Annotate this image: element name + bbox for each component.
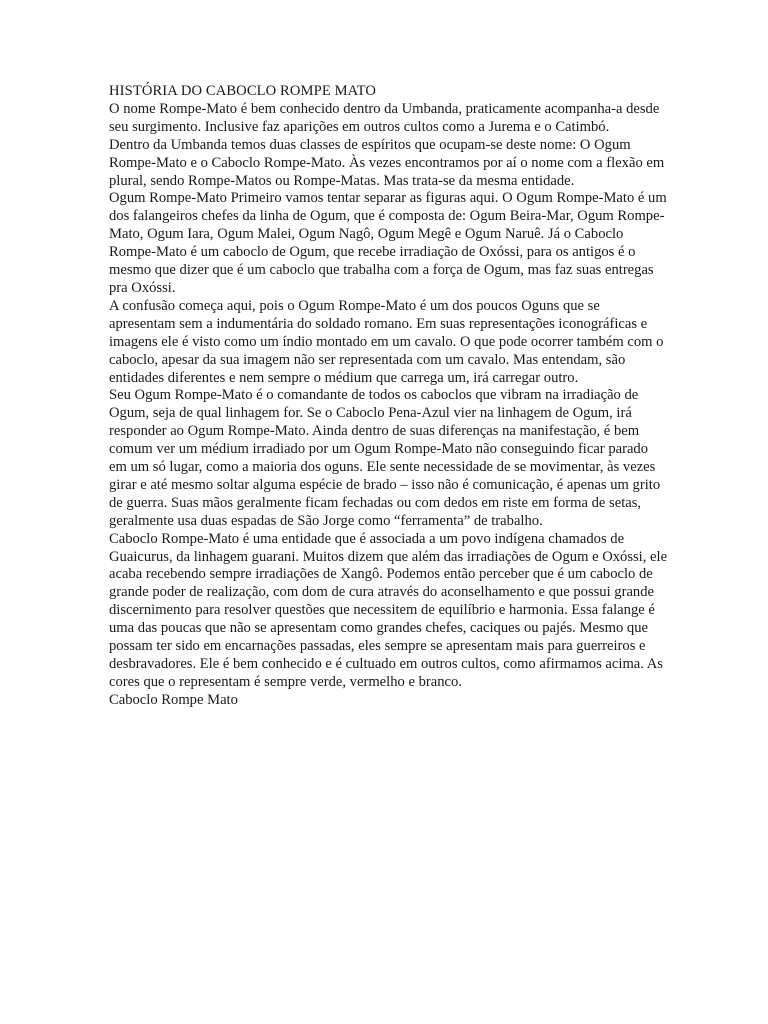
paragraph-commander: Seu Ogum Rompe-Mato é o comandante de todos os caboclos que vibram na irradiação de Ogum, seja de qual linhagem for. Se o Caboclo Pena-Azul vier na linhagem de Ogum, irá responder ao Ogum Rompe-Mato. Ainda dentro de suas diferenças na manifestação, é bem comum ver um médium irradiado por um Ogum Rompe-Mato não conseguindo ficar parado em um só lugar, como a maioria dos oguns. Ele sente necessidade de se movimentar, às vezes girar e até mesmo soltar alguma espécie de brado – isso não é comunicação, é apenas um grito de guerra. Suas mãos geralmente ficam fechadas ou com dedos em riste em forma de setas, geralmente usa duas espadas de São Jorge como “ferramenta” de trabalho. (109, 387, 661, 529)
paragraph-caboclo-rompe-mato: Caboclo Rompe-Mato é uma entidade que é associada a um povo indígena chamados de Guaicurus, da linhagem guarani. Muitos dizem que além das irradiações de Ogum e Oxóssi, ele acaba recebendo sempre irradiações de Xangô. Podemos então perceber que é um caboclo de grande poder de realização, com dom de cura através do aconselhamento e que possui grande discernimento para resolver questões que necessitem de equilíbrio e harmonia. Essa falange é uma das poucas que não se apresentam como grandes chefes, caciques ou pajés. Mesmo que possam ter sido em encarnações passadas, eles sempre se apresentam mais para guerreiros e desbravadores. Ele é bem conhecido e é cultuado em outros cultos, como afirmamos acima. As cores que o representam é sempre verde, vermelho e branco. (109, 530, 668, 690)
paragraph-confusion: A confusão começa aqui, pois o Ogum Rompe-Mato é um dos poucos Oguns que se apresentam sem a indumentária do soldado romano. Em suas representações iconográficas e imagens ele é visto como um índio montado em um cavalo. O que pode ocorrer também com o caboclo, apesar da sua imagem não ser representada com um cavalo. Mas entendam, são entidades diferentes e nem sempre o médium que carrega um, irá carregar outro. (109, 297, 664, 386)
paragraph-spirit-classes: Dentro da Umbanda temos duas classes de espíritos que ocupam-se deste nome: O Ogum Rompe-Mato e o Caboclo Rompe-Mato. Às vezes encontramos por aí o nome com a flexão em plural, sendo Rompe-Matos ou Rompe-Matas. Mas trata-se da mesma entidade. (109, 136, 665, 189)
paragraph-closing: Caboclo Rompe Mato (109, 691, 238, 708)
paragraph-intro: O nome Rompe-Mato é bem conhecido dentro da Umbanda, praticamente acompanha-a desde seu surgimento. Inclusive faz aparições em outros cultos como a Jurema e o Catimbó. (109, 100, 660, 135)
document-title: HISTÓRIA DO CABOCLO ROMPE MATO (109, 83, 377, 99)
paragraph-ogum-rompe-mato: Ogum Rompe-Mato Primeiro vamos tentar separar as figuras aqui. O Ogum Rompe-Mato é um dos falangeiros chefes da linha de Ogum, que é composta de: Ogum Beira-Mar, Ogum Rompe-Mato, Ogum Iara, Ogum Malei, Ogum Nagô, Ogum Megê e Ogum Naruê. Já o Caboclo Rompe-Mato é um caboclo de Ogum, que recebe irradiação de Oxóssi, para os antigos é o mesmo que dizer que é um caboclo que trabalha com a força de Ogum, mas faz suas entregas pra Oxóssi. (109, 190, 667, 296)
document-body (109, 83, 669, 710)
